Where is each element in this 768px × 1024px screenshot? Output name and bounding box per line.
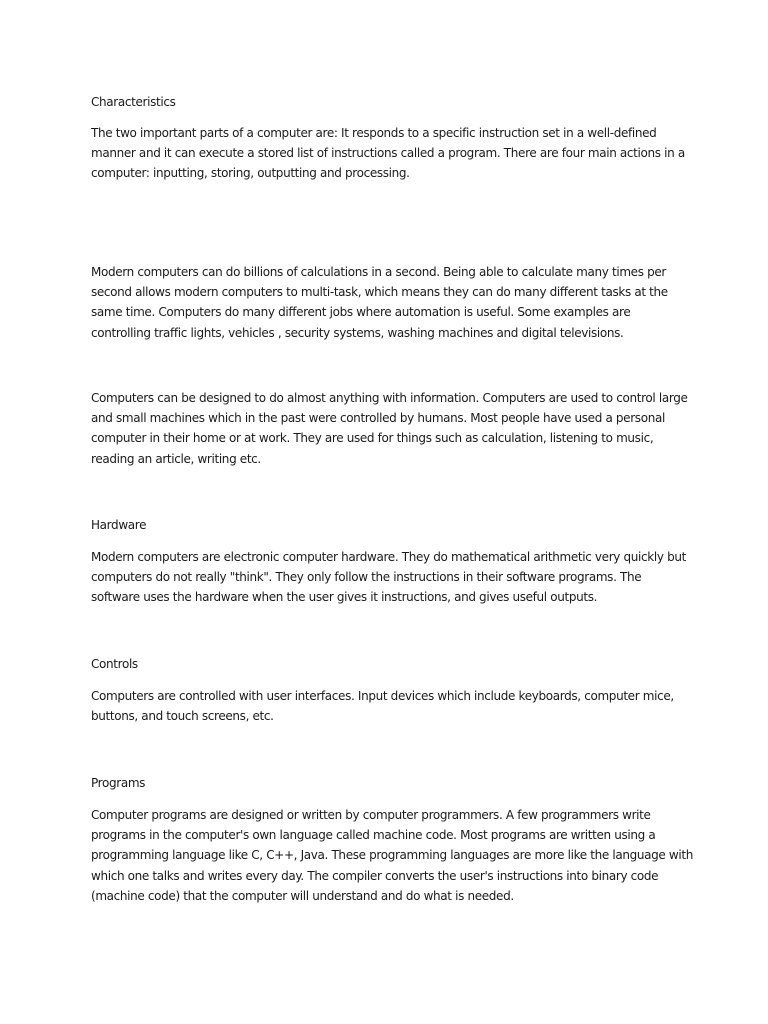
paragraph-line: computers do not really "think". They only follow the instructions in their software programs. The [91, 570, 642, 585]
paragraph-controls [91, 686, 701, 726]
paragraph-line: which one talks and writes every day. The compiler converts the user's instructions into binary code [91, 868, 659, 883]
paragraph-line: controlling traffic lights, vehicles , security systems, washing machines and digital televisions. [91, 325, 624, 340]
paragraph-line: computer: inputting, storing, outputting and processing. [91, 166, 410, 181]
paragraph-line: Computer programs are designed or written by computer programmers. A few programmers write [91, 808, 651, 822]
paragraph-line: software uses the hardware when the user gives it instructions, and gives useful outputs. [91, 590, 598, 605]
paragraph-line: Computers are controlled with user interfaces. Input devices which include keyboards, computer mice, [91, 689, 674, 703]
paragraph-line: computer in their home or at work. They are used for things such as calculation, listening to music, [91, 431, 654, 446]
paragraph-characteristics-speed [91, 262, 701, 343]
paragraph-line: Modern computers are electronic computer hardware. They do mathematical arithmetic very quickly but [91, 550, 686, 564]
paragraph-line: manner and it can execute a stored list of instructions called a program. There are four main actions in a [91, 146, 685, 161]
paragraph-line: and small machines which in the past were controlled by humans. Most people have used a personal [91, 411, 665, 426]
paragraph-line: The two important parts of a computer are: It responds to a specific instruction set in a well-defined [91, 126, 657, 140]
heading-hardware: Hardware [91, 518, 147, 532]
paragraph-line: Computers can be designed to do almost anything with information. Computers are used to control large [91, 391, 688, 405]
paragraph-characteristics-intro [91, 123, 701, 184]
heading-controls: Controls [91, 657, 138, 671]
paragraph-line: (machine code) that the computer will understand and do what is needed. [91, 888, 514, 903]
paragraph-hardware [91, 547, 701, 608]
paragraph-line: Modern computers can do billions of calculations in a second. Being able to calculate many times per [91, 265, 666, 279]
paragraph-programs [91, 805, 701, 906]
paragraph-line: same time. Computers do many different jobs where automation is useful. Some examples are [91, 305, 631, 320]
heading-programs: Programs [91, 776, 146, 790]
paragraph-line: programs in the computer's own language called machine code. Most programs are written using a [91, 828, 656, 843]
paragraph-characteristics-uses [91, 388, 701, 469]
paragraph-line: second allows modern computers to multi-task, which means they can do many different tasks at the [91, 285, 668, 300]
heading-characteristics: Characteristics [91, 95, 176, 109]
paragraph-line: programming language like C, C++, Java. These programming languages are more like the language with [91, 848, 693, 863]
paragraph-line: reading an article, writing etc. [91, 451, 261, 466]
paragraph-line: buttons, and touch screens, etc. [91, 709, 274, 724]
